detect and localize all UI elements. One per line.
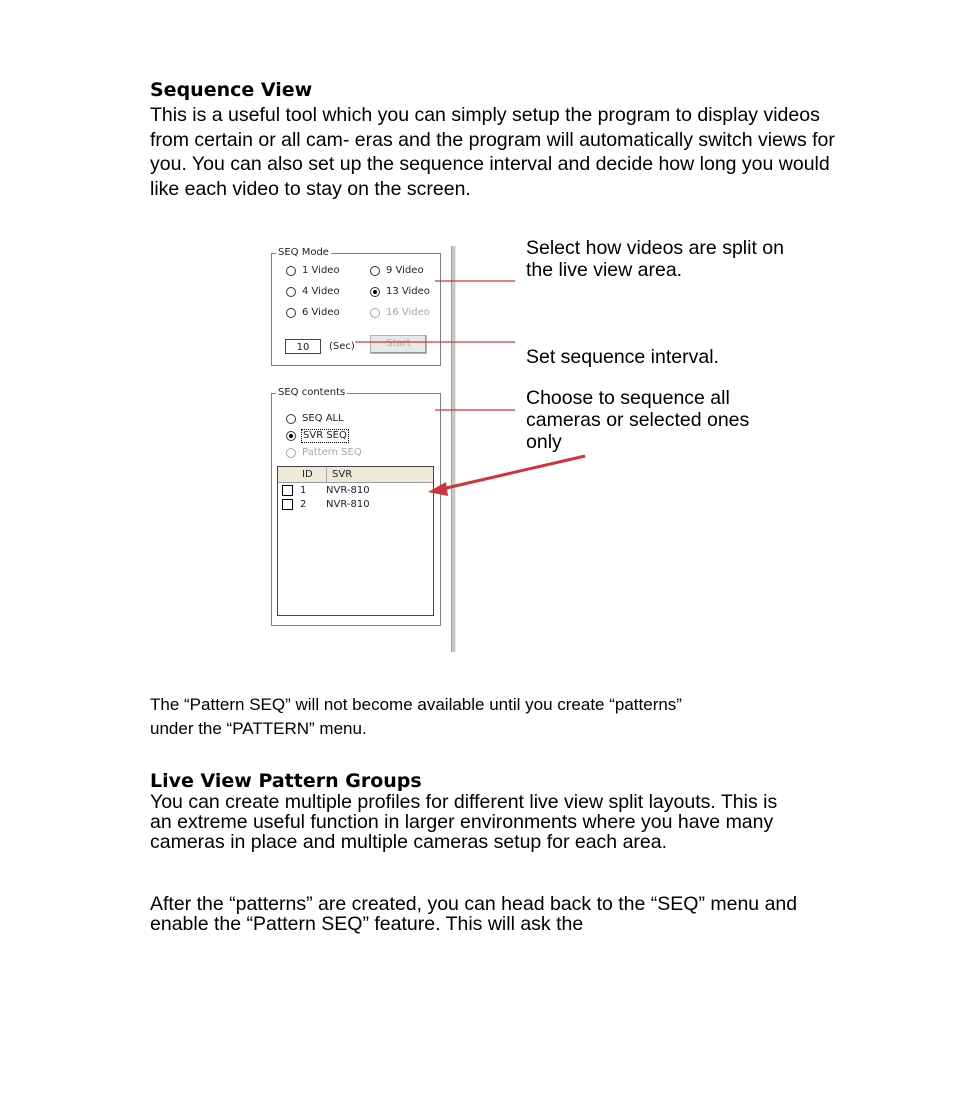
column-header-svr[interactable]: SVR	[332, 469, 353, 480]
arrow-line	[442, 456, 585, 489]
seq-mode-legend: SEQ Mode	[278, 247, 329, 258]
radio-9-video[interactable]: 9 Video	[370, 265, 424, 277]
radio-6-video[interactable]: 6 Video	[286, 307, 340, 319]
section-heading-live-view-pattern-groups: Live View Pattern Groups	[150, 770, 422, 792]
radio-pattern-seq: Pattern SEQ	[286, 447, 362, 459]
start-button[interactable]: Start	[370, 335, 427, 354]
annotation-cameras: Choose to sequence all cameras or selected ones only	[526, 387, 750, 453]
section-heading-sequence-view: Sequence View	[150, 79, 313, 101]
radio-1-video[interactable]: 1 Video	[286, 265, 340, 277]
radio-16-video: 16 Video	[370, 307, 430, 319]
interval-unit-label: (Sec)	[329, 341, 355, 352]
live-view-paragraph-1: You can create multiple profiles for different live view split layouts. This is an extreme useful function in larger environments where you have many cameras in place and multiple cameras setup for each area.	[150, 791, 778, 853]
seq-contents-legend: SEQ contents	[278, 387, 346, 398]
radio-4-video[interactable]: 4 Video	[286, 286, 340, 298]
pattern-seq-note-line1: The “Pattern SEQ” will not become available until you create “patterns”	[150, 695, 682, 714]
radio-13-video[interactable]: 13 Video	[370, 286, 430, 298]
annotation-split: Select how videos are split on the live view area.	[526, 237, 784, 281]
arrow-head-icon	[428, 482, 448, 496]
radio-seq-all[interactable]: SEQ ALL	[286, 413, 344, 425]
column-header-id[interactable]: ID	[302, 469, 313, 480]
annotation-interval: Set sequence interval.	[526, 346, 719, 368]
interval-input[interactable]: 10	[285, 339, 321, 354]
radio-svr-seq[interactable]: SVR SEQ	[286, 430, 348, 442]
table-row[interactable]: 1 NVR-810	[278, 484, 433, 498]
pattern-seq-note-line2: under the “PATTERN” menu.	[150, 719, 367, 738]
sequence-view-description: This is a useful tool which you can simply setup the program to display videos from certain or all cam- eras and the program will automatically switch views for you. You can also set up the sequence interval and decide how long you would like each video to stay on the screen.	[150, 104, 835, 200]
live-view-paragraph-2: After the “patterns” are created, you can head back to the “SEQ” menu and enable the “Pattern SEQ” feature. This will ask the	[150, 893, 798, 935]
table-row[interactable]: 2 NVR-810	[278, 498, 433, 512]
